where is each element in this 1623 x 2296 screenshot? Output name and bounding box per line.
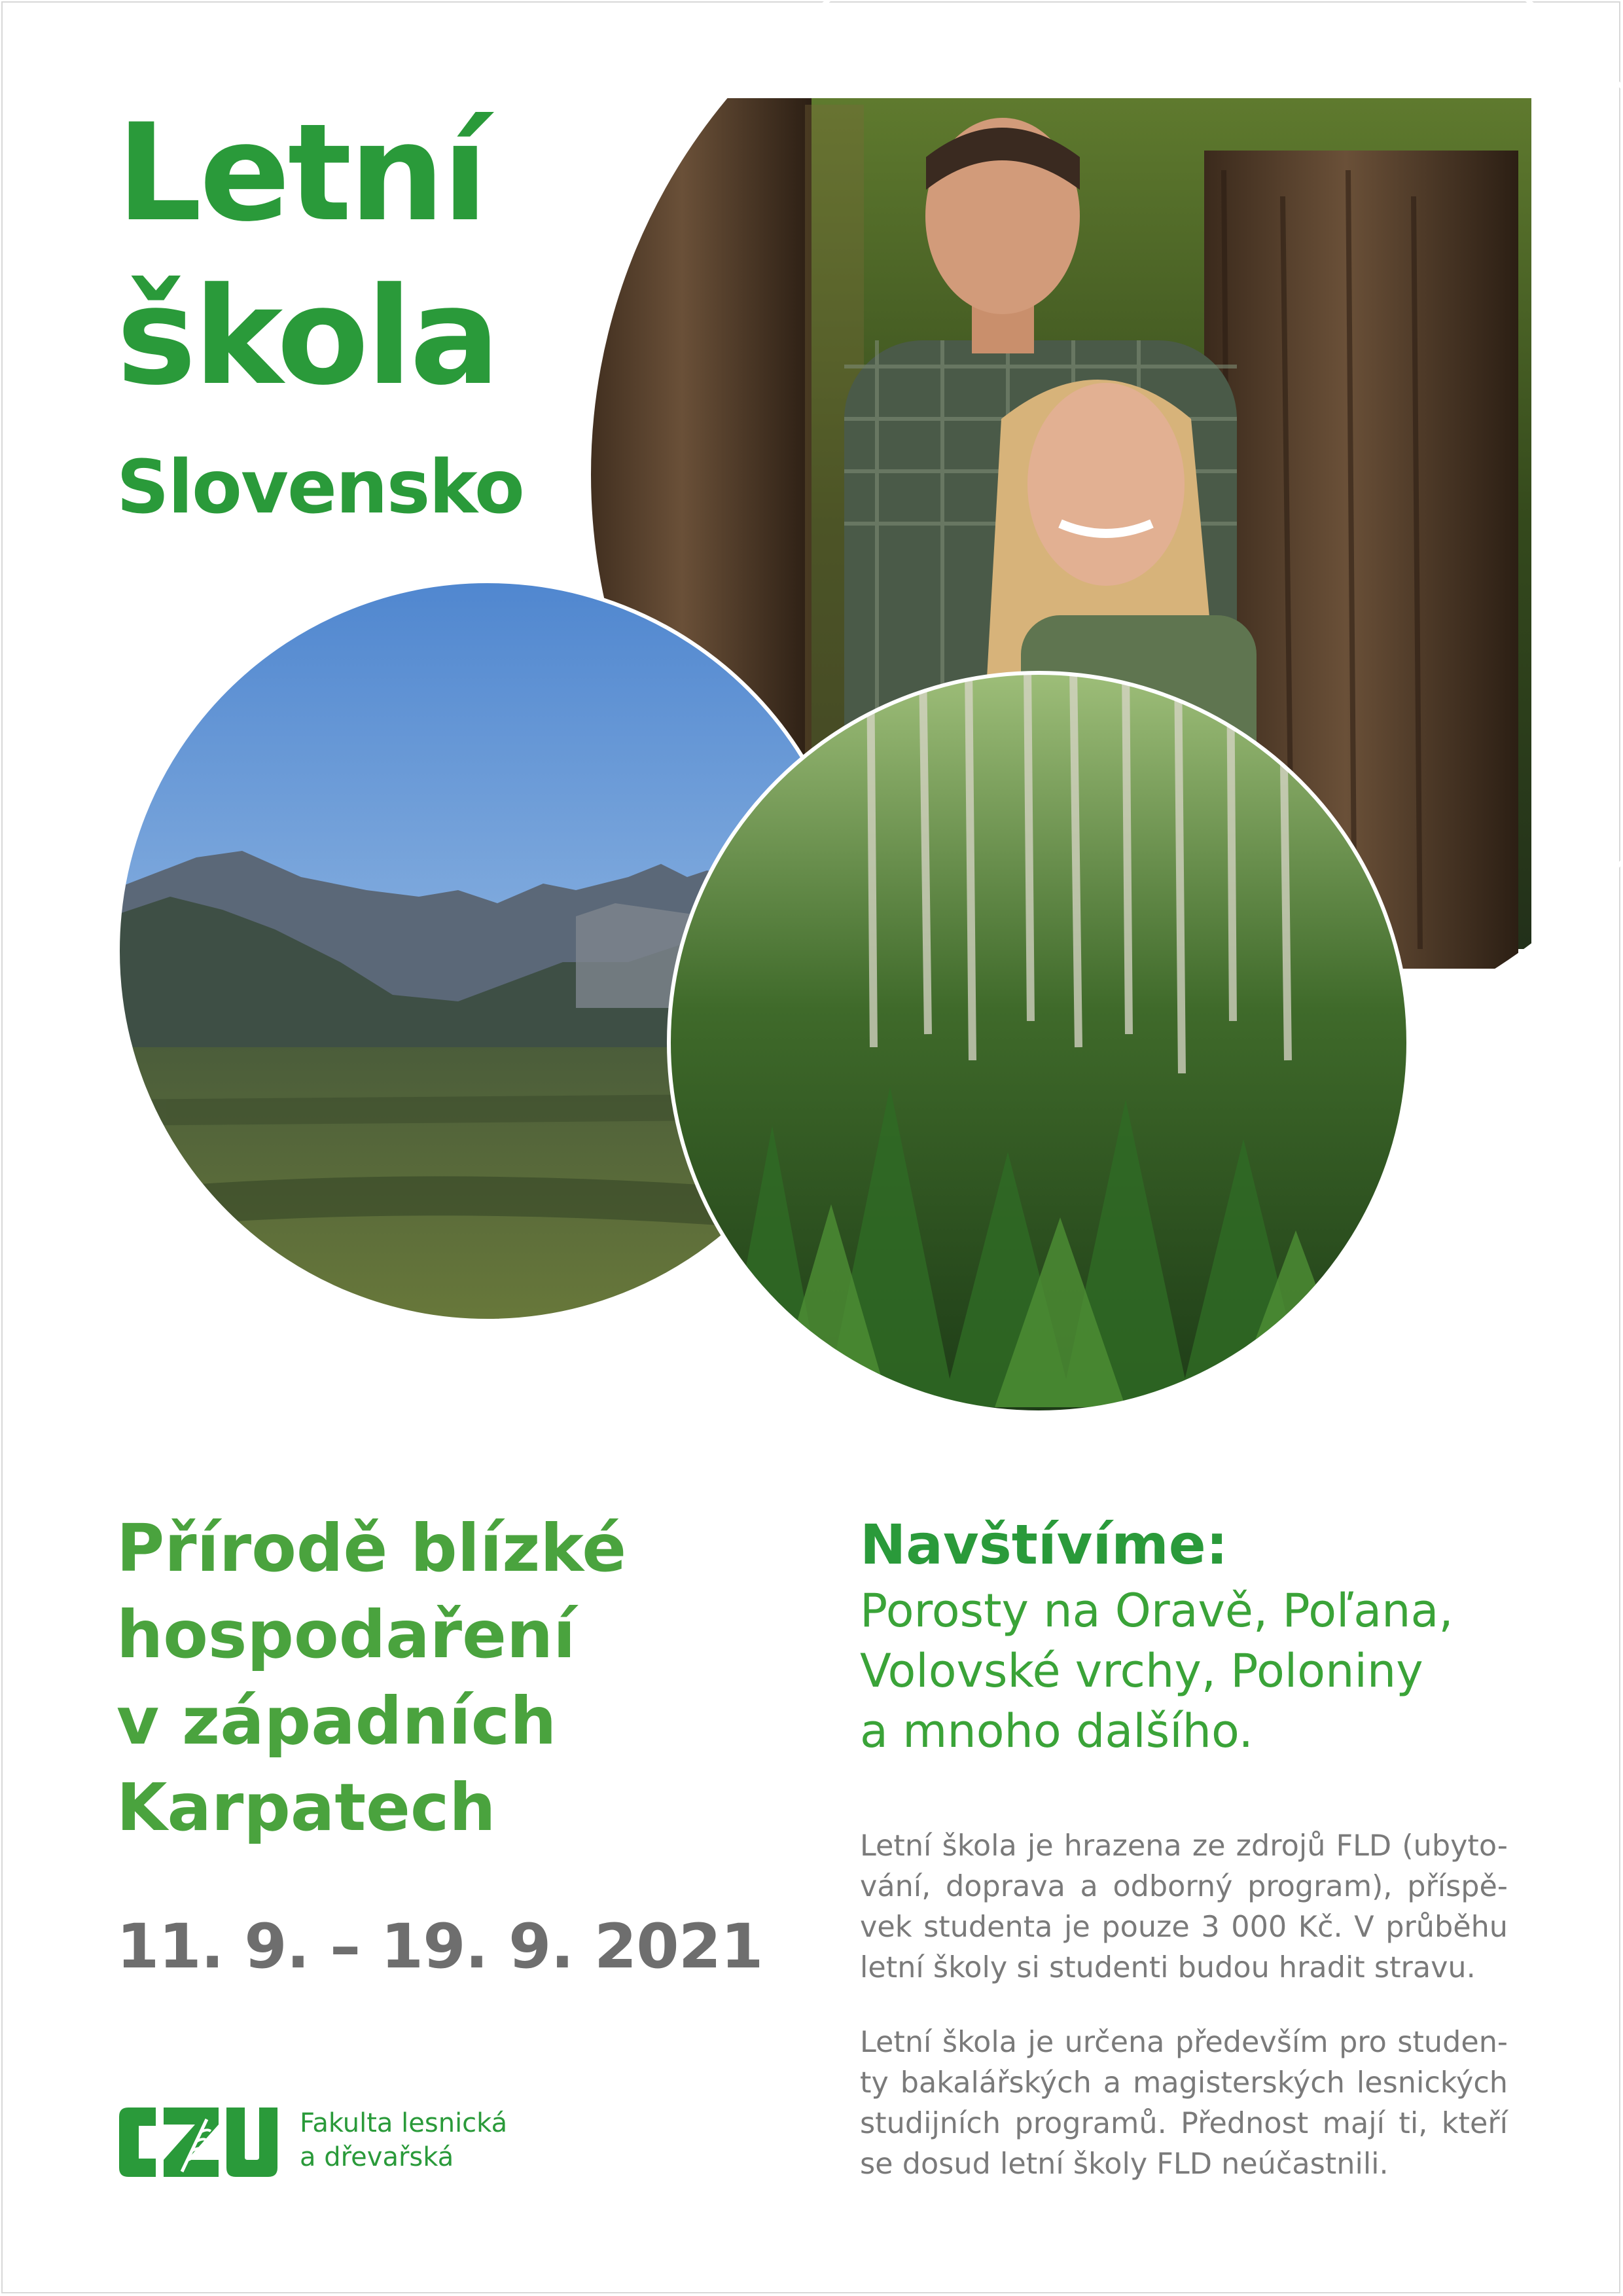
visit-list (860, 1581, 1514, 1761)
subtitle-line: v západních (116, 1683, 557, 1759)
paragraph-line: studijních programů. Přednost mají ti, kteří (860, 2107, 1508, 2140)
visit-line: a mnoho dalšího. (860, 1704, 1253, 1758)
faculty-line: Fakulta lesnická (300, 2108, 508, 2138)
paragraph-line: Letní škola je hrazena ze zdrojů FLD (ubyto- (860, 1829, 1508, 1863)
subtitle-line: Karpatech (116, 1769, 496, 1846)
title-line-2: škola (116, 259, 498, 415)
czu-logo (115, 2100, 279, 2185)
faculty-line: a dřevařská (300, 2142, 454, 2172)
paragraph-line: letní školy si studenti budou hradit stravu. (860, 1951, 1476, 1984)
subtitle-line: Přírodě blízké (116, 1510, 627, 1587)
info-paragraph-eligibility (860, 2022, 1508, 2185)
info-paragraph-funding (860, 1826, 1508, 1988)
visit-heading: Navštívíme: (860, 1513, 1228, 1577)
visit-line: Porosty na Oravě, Poľana, (860, 1584, 1454, 1638)
subtitle (116, 1505, 771, 1851)
title-line-1: Letní (116, 96, 486, 251)
visit-line: Volovské vrchy, Poloniny (860, 1644, 1423, 1698)
faculty-name (300, 2106, 507, 2174)
paragraph-line: se dosud letní školy FLD neúčastnili. (860, 2147, 1389, 2181)
paragraph-line: vek studenta je pouze 3 000 Kč. V průběhu (860, 1910, 1508, 1944)
paragraph-line: Letní škola je určena především pro studen- (860, 2026, 1508, 2059)
title-line-3: Slovensko (116, 445, 524, 530)
event-dates: 11. 9. – 19. 9. 2021 (116, 1911, 763, 1982)
paragraph-line: ty bakalářských a magisterských lesnických (860, 2066, 1508, 2100)
subtitle-line: hospodaření (116, 1596, 576, 1673)
paragraph-line: vání, doprava a odborný program), příspě- (860, 1870, 1508, 1903)
